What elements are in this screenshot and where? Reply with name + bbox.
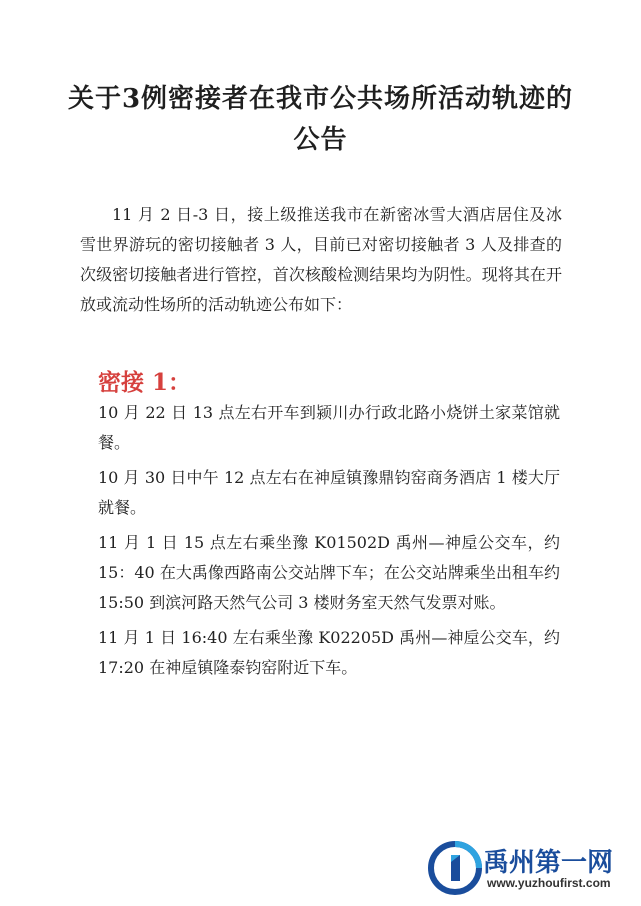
trajectory-entry-2: 10 月 30 日中午 12 点左右在神垕镇豫鼎钧窑商务酒店 1 楼大厅就餐。	[98, 468, 560, 517]
section-heading: 密接 1：	[98, 369, 192, 396]
watermark-footer	[425, 838, 625, 900]
notice-title-line-1: 关于3例密接者在我市公共场所活动轨迹的	[67, 84, 574, 114]
site-logo-icon	[425, 838, 485, 898]
trajectory-entry-1: 10 月 22 日 13 点左右开车到颍川办行政北路小烧饼土家菜馆就餐。	[98, 403, 560, 452]
trajectory-entry-3: 11 月 1 日 15 点左右乘坐豫 K01502D 禹州—神垕公交车，约 15：40 在大禹像西路南公交站牌下车；在公交站牌乘坐出租车约 15:50 到滨河路天然气公司 3 楼财务室天然气发票对账。	[98, 533, 560, 612]
site-brand-url: www.yuzhoufirst.com	[487, 876, 611, 890]
trajectory-list	[98, 398, 560, 688]
site-brand-name: 禹州第一网	[483, 848, 614, 878]
intro-paragraph: 11 月 2 日-3 日，接上级推送我市在新密冰雪大酒店居住及冰雪世界游玩的密切接触者 3 人，目前已对密切接触者 3 人及排查的次级密切接触者进行管控，首次核酸检测结果均为阴性。现将其在开放或流动性场所的活动轨迹公布如下：	[80, 205, 562, 314]
notice-title-line-2: 公告	[293, 125, 348, 155]
trajectory-entry-4: 11 月 1 日 16:40 左右乘坐豫 K02205D 禹州—神垕公交车，约 17:20 在神垕镇隆泰钧窑附近下车。	[98, 628, 560, 677]
